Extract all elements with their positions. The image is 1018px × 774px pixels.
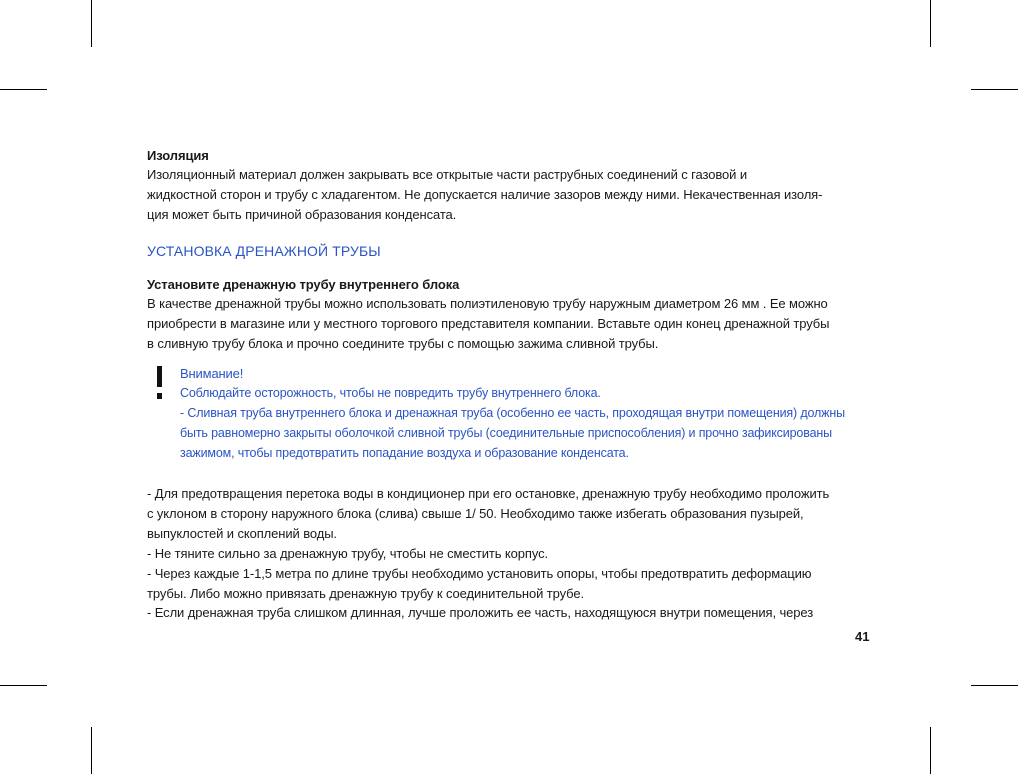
crop-mark-top-right <box>930 0 931 47</box>
insulation-line-3: ция может быть причиной образования конденсата. <box>147 207 457 222</box>
warning-title: Внимание! <box>180 366 244 381</box>
crop-mark-bottom-left <box>91 727 92 774</box>
drain-line-1: В качестве дренажной трубы можно использовать полиэтиленовую трубу наружным диаметром 26 мм . Ее можно <box>147 296 828 311</box>
insulation-line-1: Изоляционный материал должен закрывать все открытые части раструбных соединений с газовой и <box>147 167 747 182</box>
drain-line-3: в сливную трубу блока и прочно соедините трубы с помощью зажима сливной трубы. <box>147 336 659 351</box>
note-line-7: - Если дренажная труба слишком длинная, лучше проложить ее часть, находящуюся внутри помещения, через <box>147 605 814 620</box>
note-line-5: - Через каждые 1-1,5 метра по длине трубы необходимо установить опоры, чтобы предотвратить деформацию <box>147 566 812 581</box>
crop-mark-top-left <box>91 0 92 47</box>
section-title: УСТАНОВКА ДРЕНАЖНОЙ ТРУБЫ <box>147 243 381 259</box>
crop-mark-right-top <box>971 89 1018 90</box>
crop-mark-right-bottom <box>971 685 1018 686</box>
drain-line-2: приобрести в магазине или у местного торгового представителя компании. Вставьте один конец дренажной трубы <box>147 316 830 331</box>
warning-line-4: зажимом, чтобы предотвратить попадание воздуха и образование конденсата. <box>180 446 629 460</box>
drain-heading: Установите дренажную трубу внутреннего блока <box>147 277 460 292</box>
crop-mark-bottom-right <box>930 727 931 774</box>
insulation-heading: Изоляция <box>147 148 209 163</box>
warning-line-1: Соблюдайте осторожность, чтобы не повредить трубу внутреннего блока. <box>180 386 601 400</box>
note-line-3: выпуклостей и скоплений воды. <box>147 526 337 541</box>
page-number: 41 <box>855 629 870 644</box>
note-line-2: с уклоном в сторону наружного блока (слива) свыше 1/ 50. Необходимо также избегать образования пузырей, <box>147 506 804 521</box>
warning-exclamation-dot <box>157 393 162 399</box>
crop-mark-left-bottom <box>0 685 47 686</box>
warning-line-3: быть равномерно закрыты оболочкой сливной трубы (соединительные приспособления) и прочно зафиксированы <box>180 426 832 440</box>
note-line-4: - Не тяните сильно за дренажную трубу, чтобы не сместить корпус. <box>147 546 549 561</box>
insulation-line-2: жидкостной сторон и трубу с хладагентом. Не допускается наличие зазоров между ними. Некачественная изоля- <box>147 187 823 202</box>
warning-exclamation-icon <box>157 366 162 387</box>
crop-mark-left-top <box>0 89 47 90</box>
warning-line-2: - Сливная труба внутреннего блока и дренажная труба (особенно ее часть, проходящая внутри помещения) должны <box>180 406 845 420</box>
note-line-1: - Для предотвращения перетока воды в кондиционер при его остановке, дренажную трубу необходимо проложить <box>147 486 830 501</box>
note-line-6: трубы. Либо можно привязать дренажную трубу к соединительной трубе. <box>147 586 585 601</box>
